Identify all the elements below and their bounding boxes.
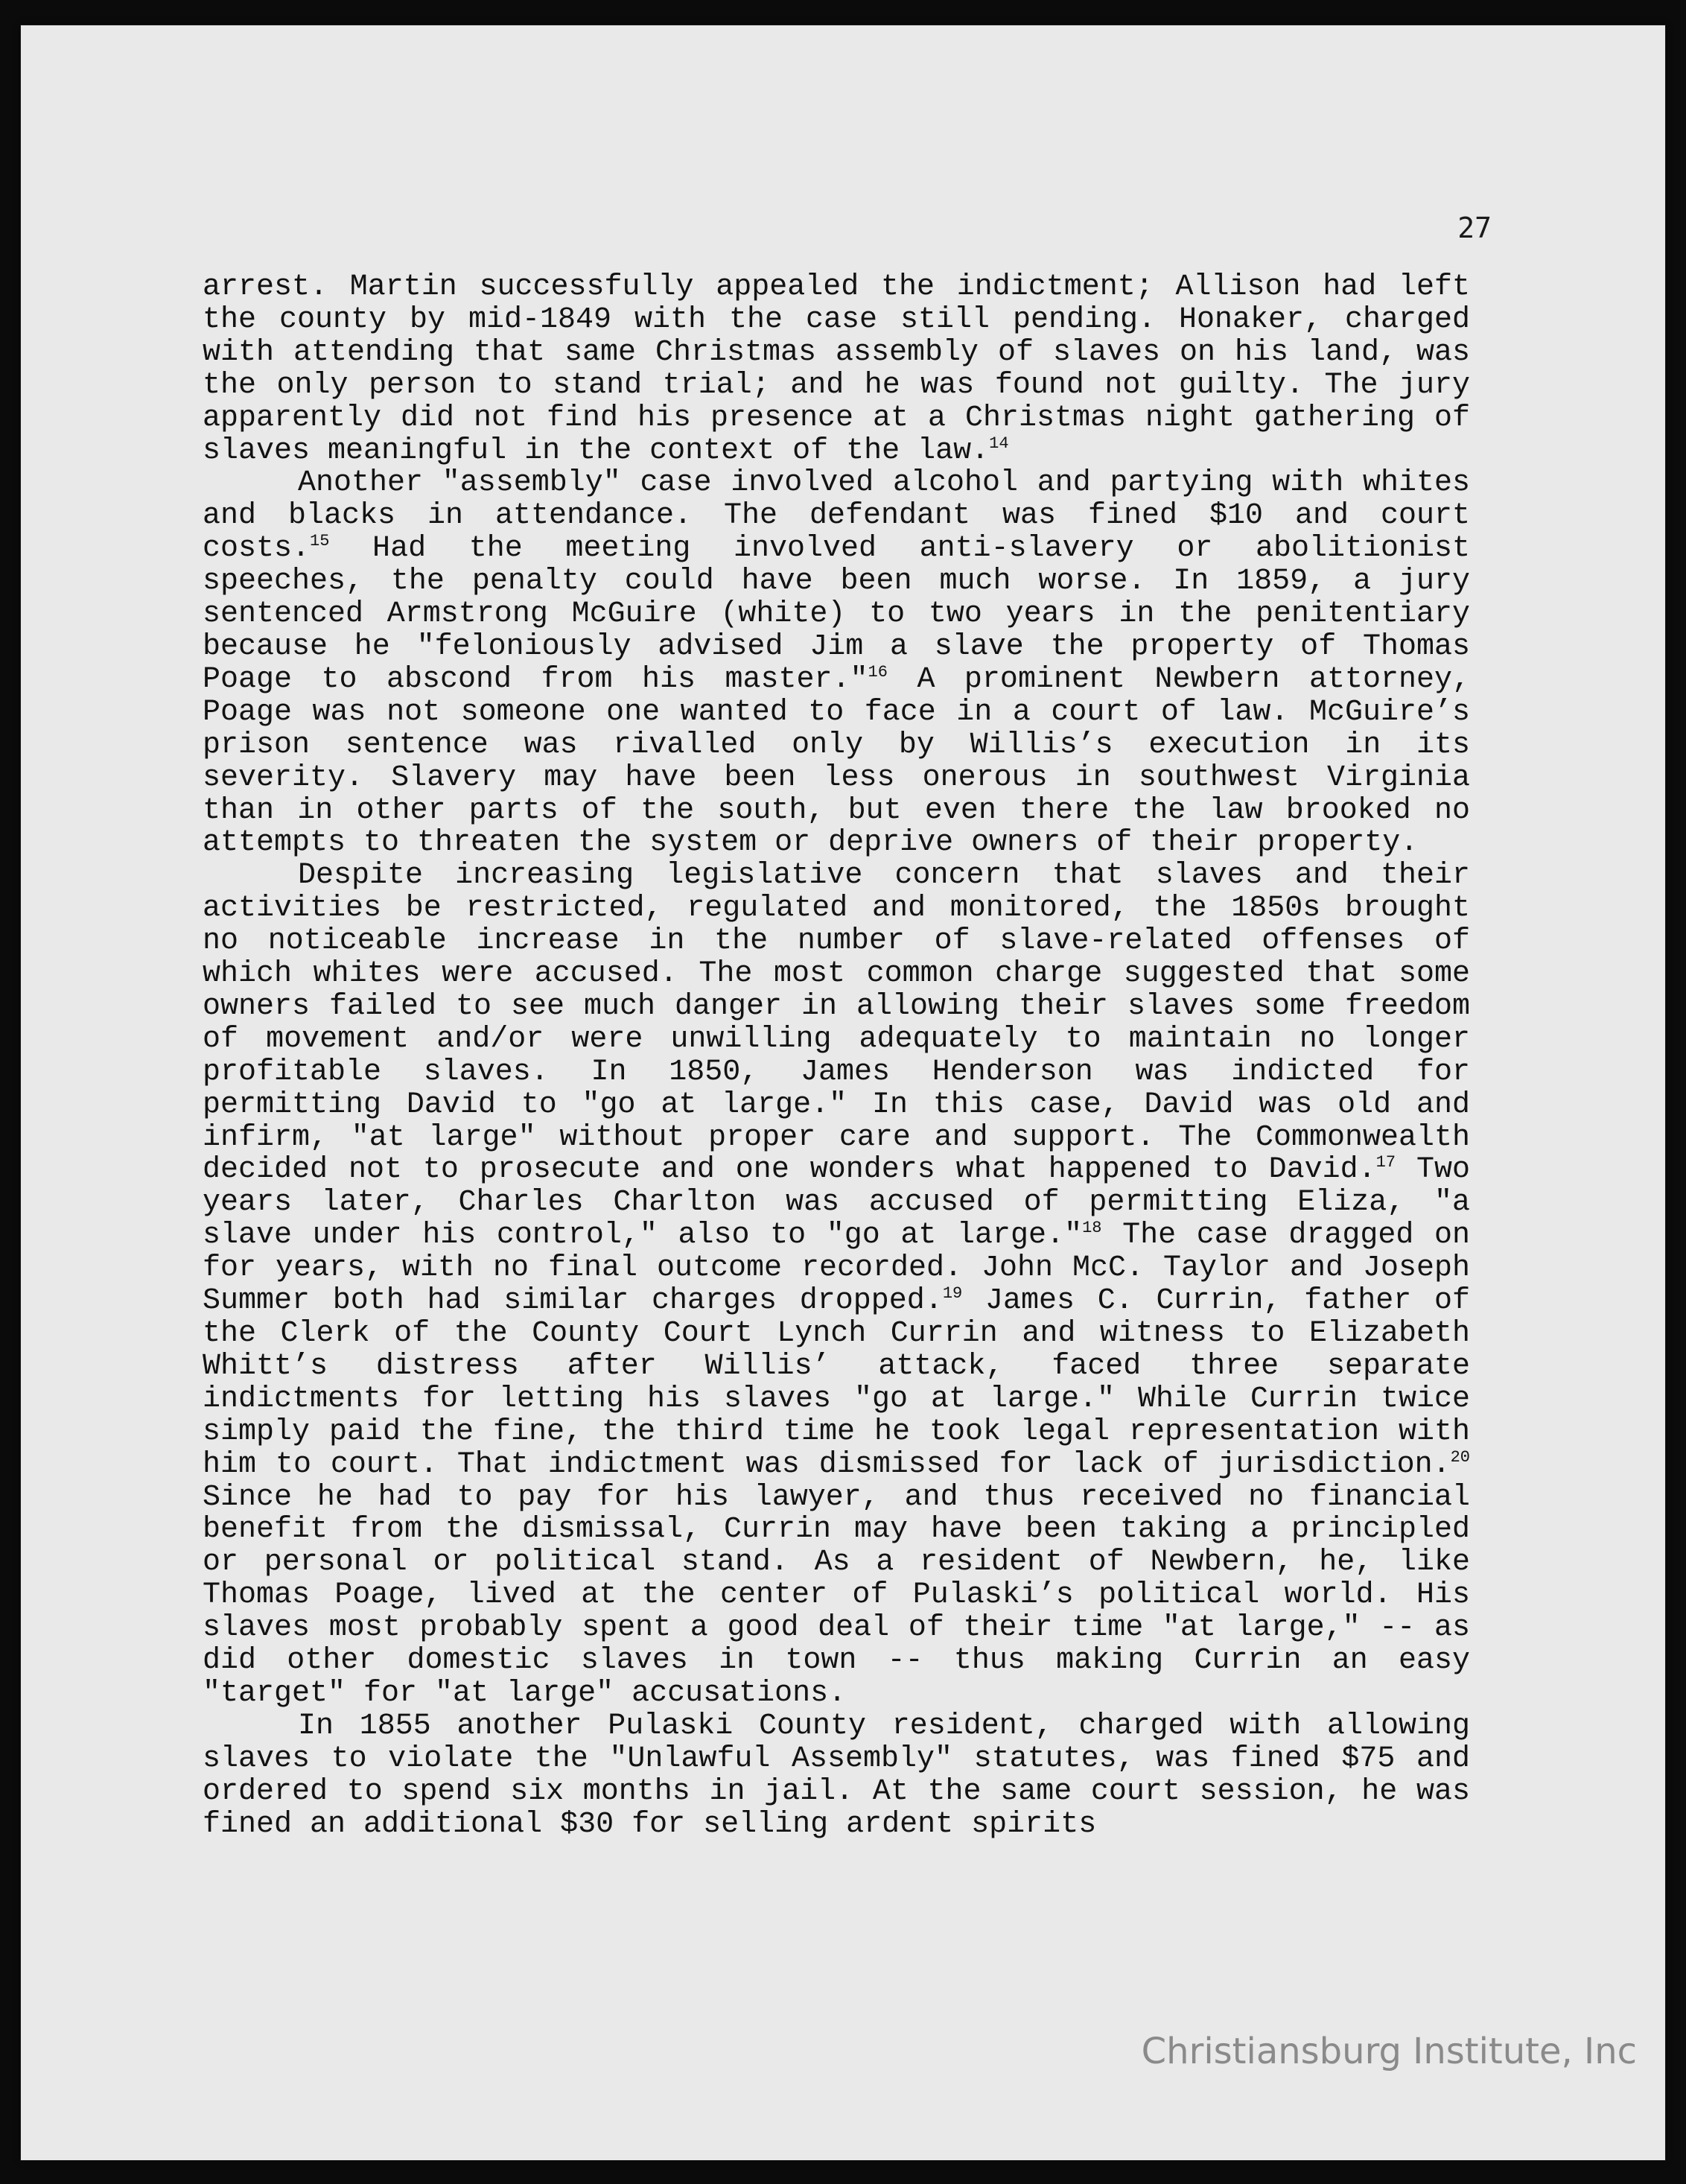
footnote-marker: 20	[1450, 1447, 1470, 1467]
text-run: Two years later, Charles Charlton was accused of permitting Eliza, "a slave under his control," also to "go at large."	[203, 1153, 1470, 1253]
paragraph	[203, 860, 1470, 1710]
text-run: Since he had to pay for his lawyer, and thus received no financial benefit from the dismissal, Currin may have been taking a principled or personal or political stand. As a resident of Newbern, he, like Thomas Poage, lived at the center of Pulaski’s political world. His slaves most probably spent a good deal of their time "at large," -- as did other domestic slaves in town -- thus making Currin an easy "target" for "at large" accusations.	[203, 1480, 1470, 1710]
watermark: Christiansburg Institute, Inc	[1141, 2031, 1637, 2072]
footnote-marker: 17	[1375, 1153, 1396, 1172]
paragraph	[203, 271, 1470, 467]
text-run: James C. Currin, father of the Clerk of the County Court Lynch Currin and witness to Elizabeth Whitt’s distress after Willis’ attack, faced three separate indictments for letting his slaves "go at large." While Currin twice simply paid the fine, the third time he took legal representation with him to court. That indictment was dismissed for lack of jurisdiction.	[203, 1284, 1470, 1482]
paragraph	[203, 467, 1470, 860]
footnote-marker: 18	[1082, 1219, 1102, 1238]
text-run: arrest. Martin successfully appealed the indictment; Allison had left the county by mid-1849 with the case still pending. Honaker, charged with attending that same Christmas assembly of slaves on his land, was the only person to stand trial; and he was found not guilty. The jury apparently did not find his presence at a Christmas night gathering of slaves meaningful in the context of the law.	[203, 271, 1470, 468]
text-run: In 1855 another Pulaski County resident, charged with allowing slaves to violate the "Unlawful Assembly" statutes, was fined $75 and ordered to spend six months in jail. At the same court session, he was fined an additional $30 for selling ardent spirits	[203, 1709, 1470, 1841]
footnote-marker: 19	[942, 1284, 963, 1304]
text-run: A prominent Newbern attorney, Poage was not someone one wanted to face in a court of law. McGuire’s prison sentence was rivalled only by Willis’s execution in its severity. Slavery may have been less onerous in southwest Virginia than in other parts of the south, but even there the law brooked no attempts to threaten the system or deprive owners of their property.	[203, 662, 1470, 860]
footnote-marker: 15	[310, 532, 330, 551]
body-text	[203, 271, 1470, 1992]
paragraph	[203, 1710, 1470, 1841]
footnote-marker: 16	[868, 662, 888, 682]
document-page	[21, 25, 1665, 2160]
text-run: Despite increasing legislative concern that slaves and their activities be restricted, regulated and monitored, the 1850s brought no noticeable increase in the number of slave-related offenses of which whites were accused. The most common charge suggested that some owners failed to see much danger in allowing their slaves some freedom of movement and/or were unwilling adequately to maintain no longer profitable slaves. In 1850, James Henderson was indicted for permitting David to "go at large." In this case, David was old and infirm, "at large" without proper care and support. The Commonwealth decided not to prosecute and one wonders what happened to David.	[203, 859, 1470, 1187]
footnote-marker: 14	[989, 434, 1009, 453]
text-run: Another "assembly" case involved alcohol and partying with whites and blacks in attendance. The defendant was fined $10 and court costs.	[203, 466, 1470, 566]
text-run: Had the meeting involved anti-slavery or abolitionist speeches, the penalty could have been much worse. In 1859, a jury sentenced Armstrong McGuire (white) to two years in the penitentiary because he "feloniously advised Jim a slave the property of Thomas Poage to abscond from his master."	[203, 532, 1470, 696]
text-run: The case dragged on for years, with no final outcome recorded. John McC. Taylor and Joseph Summer both had similar charges dropped.	[203, 1219, 1470, 1318]
page-number: 27	[1457, 212, 1492, 244]
